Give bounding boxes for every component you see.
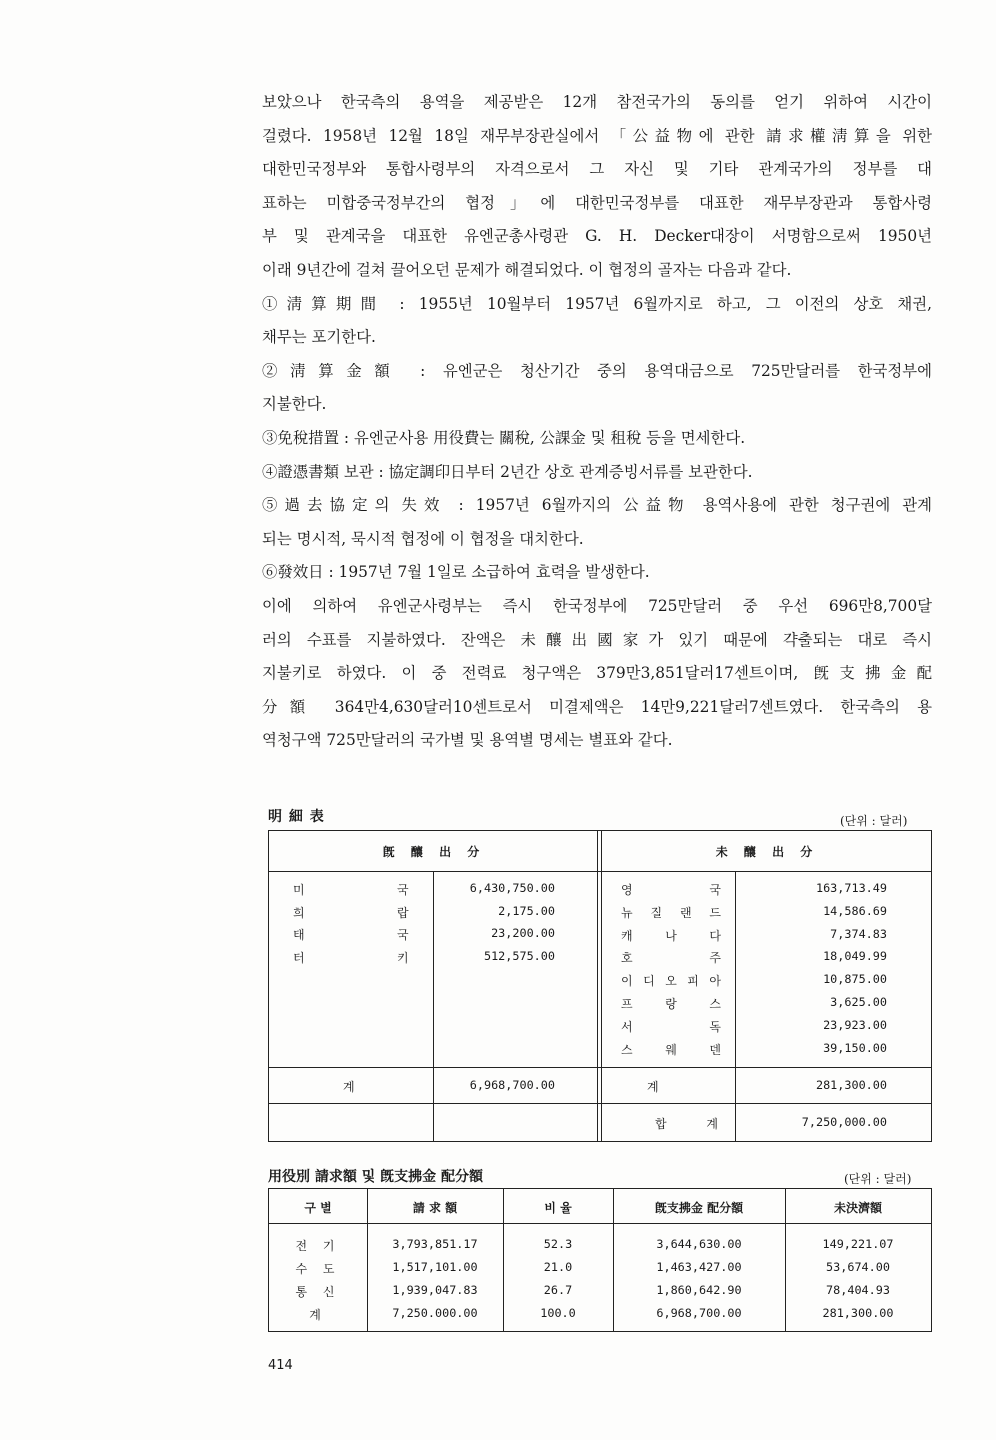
table2-cell: 6,968,700.00: [656, 1306, 742, 1320]
body-line: 지불한다.: [262, 395, 327, 414]
table1-left-name-2: 국: [397, 928, 409, 942]
table1-left-name-2: 랍: [397, 905, 409, 920]
table1-left-value: 23,200.00: [491, 926, 555, 940]
table1-center-divider-a: [597, 831, 598, 1141]
table1-left-name-2: 국: [397, 883, 409, 897]
table1-right-value: 7,374.83: [830, 926, 887, 941]
body-line: 채무는 포기한다.: [262, 328, 376, 347]
body-line: 걸렸다. 1958년 12월 18일 재무부장관실에서 「公益物에 관한 請求權淸算을 위한: [262, 126, 932, 145]
table1-left-name-1: 태: [293, 928, 305, 942]
table1-right-value: 18,049.99: [823, 949, 887, 964]
table2-cell: 3,644,630.00: [656, 1237, 742, 1251]
table1-right-name: 프 랑 스: [621, 997, 721, 1011]
table2-row-label: 전 기: [295, 1239, 341, 1253]
table1-right-total: 281,300.00: [815, 1078, 887, 1092]
table2-cell: 52.3: [543, 1237, 573, 1251]
body-line: 이에 의하여 유엔군사령부는 즉시 한국정부에 725만달러 중 우선 696만8,700달: [262, 596, 932, 615]
table1-right-name: 스 웨 덴: [621, 1042, 721, 1057]
body-text: [262, 86, 932, 758]
page-number: 414: [268, 1358, 293, 1373]
table1-right-value: 39,150.00: [823, 1040, 887, 1055]
table2-row-label: 계: [309, 1308, 327, 1322]
body-line: ②淸算金額 : 유엔군은 청산기간 중의 용역대금으로 725만달러를 한국정부에: [262, 361, 932, 380]
table1-right-total-label: 계: [647, 1080, 659, 1094]
body-line: 지불키로 하였다. 이 중 전력료 청구액은 379만3,851달러17센트이며, 旣支拂金配: [262, 664, 932, 683]
table1-left-value: 2,175.00: [498, 903, 555, 918]
table2-cell: 21.0: [543, 1260, 573, 1274]
table2-header-cell: 旣支拂金 配分額: [654, 1201, 744, 1215]
table1-right-value: 14,586.69: [823, 903, 887, 918]
table2-row-label: 수 도: [295, 1262, 341, 1276]
table1-right-name: 캐 나 다: [621, 928, 721, 943]
table2-cell: 1,860,642.90: [656, 1283, 742, 1297]
table2-cell: 3,793,851.17: [392, 1237, 478, 1251]
table1-title: 明 細 表: [268, 809, 325, 825]
body-line: 역청구액 725만달러의 국가별 및 용역별 명세는 별표와 같다.: [262, 731, 673, 750]
body-line: 分額 364만4,630달러10센트로서 미결제액은 14만9,221달러7센트였다. 한국측의 용: [262, 697, 932, 716]
body-line: ①淸算期間 : 1955년 10월부터 1957년 6월까지로 하고, 그 이전의 상호 채권,: [262, 294, 932, 313]
body-line: 러의 수표를 지불하였다. 잔액은 未釀出國家가 있기 때문에 갹출되는 대로 즉시: [262, 630, 932, 649]
table2-cell: 1,939,047.83: [392, 1283, 478, 1297]
table2-header-cell: 未決濟額: [833, 1201, 882, 1215]
table2-unit: (단위 : 달러): [844, 1172, 912, 1186]
body-line: 대한민국정부와 통합사령부의 자격으로서 그 자신 및 기타 관계국가의 정부를 대: [262, 160, 932, 179]
table1-unit: (단위 : 달러): [840, 814, 908, 828]
table1-center-divider-b: [601, 831, 602, 1141]
table1-left-name-1: 터: [293, 950, 305, 965]
table2: [268, 1188, 932, 1332]
table2-title: 用役別 請求額 및 旣支拂金 配分額: [268, 1169, 484, 1185]
table2-header-cell: 비 율: [544, 1201, 572, 1215]
body-line: 이래 9년간에 걸쳐 끌어오던 문제가 해결되었다. 이 협정의 골자는 다음과 같다.: [262, 260, 792, 279]
body-line: 보았으나 한국측의 용역을 제공받은 12개 참전국가의 동의를 얻기 위하여 시간이: [262, 93, 932, 111]
table2-cell: 7,250.000.00: [392, 1306, 478, 1320]
table1-right-name: 이 디 오 피 아: [621, 974, 721, 989]
table2-header-divider: [269, 1223, 931, 1224]
table1-right-header: 未 釀 出 分: [715, 845, 819, 859]
table2-cell: 281,300.00: [822, 1306, 894, 1320]
table2-header-cell: 請 求 額: [412, 1201, 458, 1215]
body-line: ③免稅措置 : 유엔군사용 用役費는 關稅, 公課金 및 租稅 등을 면세한다.: [262, 428, 746, 447]
table1-right-name: 서 독: [621, 1019, 721, 1034]
table1-header-divider: [269, 871, 931, 872]
table2-header-cell: 구 별: [304, 1201, 332, 1215]
table1-left-header: 旣 釀 出 分: [382, 845, 486, 859]
body-line: 표하는 미합중국정부간의 협정」에 대한민국정부를 대표한 재무부장관과 통합사령: [262, 193, 932, 212]
table1-left-name-1: 미: [293, 883, 305, 897]
body-line: 부 및 관계국을 대표한 유엔군총사령관 G. H. Decker대장이 서명함으로써 1950년: [262, 227, 932, 246]
table2-cell: 53,674.00: [826, 1260, 890, 1274]
table1-right-name: 호 주: [621, 951, 721, 966]
table2-cell: 1,517,101.00: [392, 1260, 478, 1274]
table1-grand-total: 7,250,000.00: [801, 1115, 887, 1129]
table1-right-value: 163,713.49: [815, 881, 887, 895]
table2-cell: 78,404.93: [826, 1283, 890, 1297]
table1-right-value: 10,875.00: [823, 972, 887, 987]
table1-left-value: 512,575.00: [483, 948, 555, 963]
table1-total-line: [269, 1067, 931, 1068]
table1-left-name-2: 키: [397, 950, 409, 965]
table2-cell: 100.0: [540, 1306, 576, 1320]
table1-left-value: 6,430,750.00: [469, 881, 555, 895]
table2-row-label: 통 신: [295, 1285, 341, 1299]
table2-cell: 26.7: [543, 1283, 573, 1297]
table1-left-name-1: 희: [293, 905, 305, 920]
body-line: ⑤過去協定의 失效 : 1957년 6월까지의 公益物 용역사용에 관한 청구권에 관계: [262, 496, 932, 515]
table1-left-total: 6,968,700.00: [469, 1078, 555, 1092]
table2-cell: 149,221.07: [822, 1237, 894, 1251]
table1-left-total-label: 계: [343, 1080, 355, 1094]
table1: [268, 830, 932, 1142]
body-line: 되는 명시적, 묵시적 협정에 이 협정을 대치한다.: [262, 529, 584, 548]
table1-right-value: 23,923.00: [823, 1017, 887, 1032]
body-line: ⑥發效日 : 1957년 7월 1일로 소급하여 효력을 발생한다.: [262, 563, 650, 582]
table1-right-name: 영 국: [621, 883, 721, 897]
table1-right-name: 뉴 질 랜 드: [621, 905, 721, 920]
table2-cell: 1,463,427.00: [656, 1260, 742, 1274]
table1-right-value: 3,625.00: [830, 995, 887, 1009]
table1-grand-line: [269, 1103, 931, 1104]
body-line: ④證憑書類 보관 : 協定調印日부터 2년간 상호 관계증빙서류를 보관한다.: [262, 462, 753, 481]
table1-grand-total-label: 합 계: [655, 1117, 736, 1131]
